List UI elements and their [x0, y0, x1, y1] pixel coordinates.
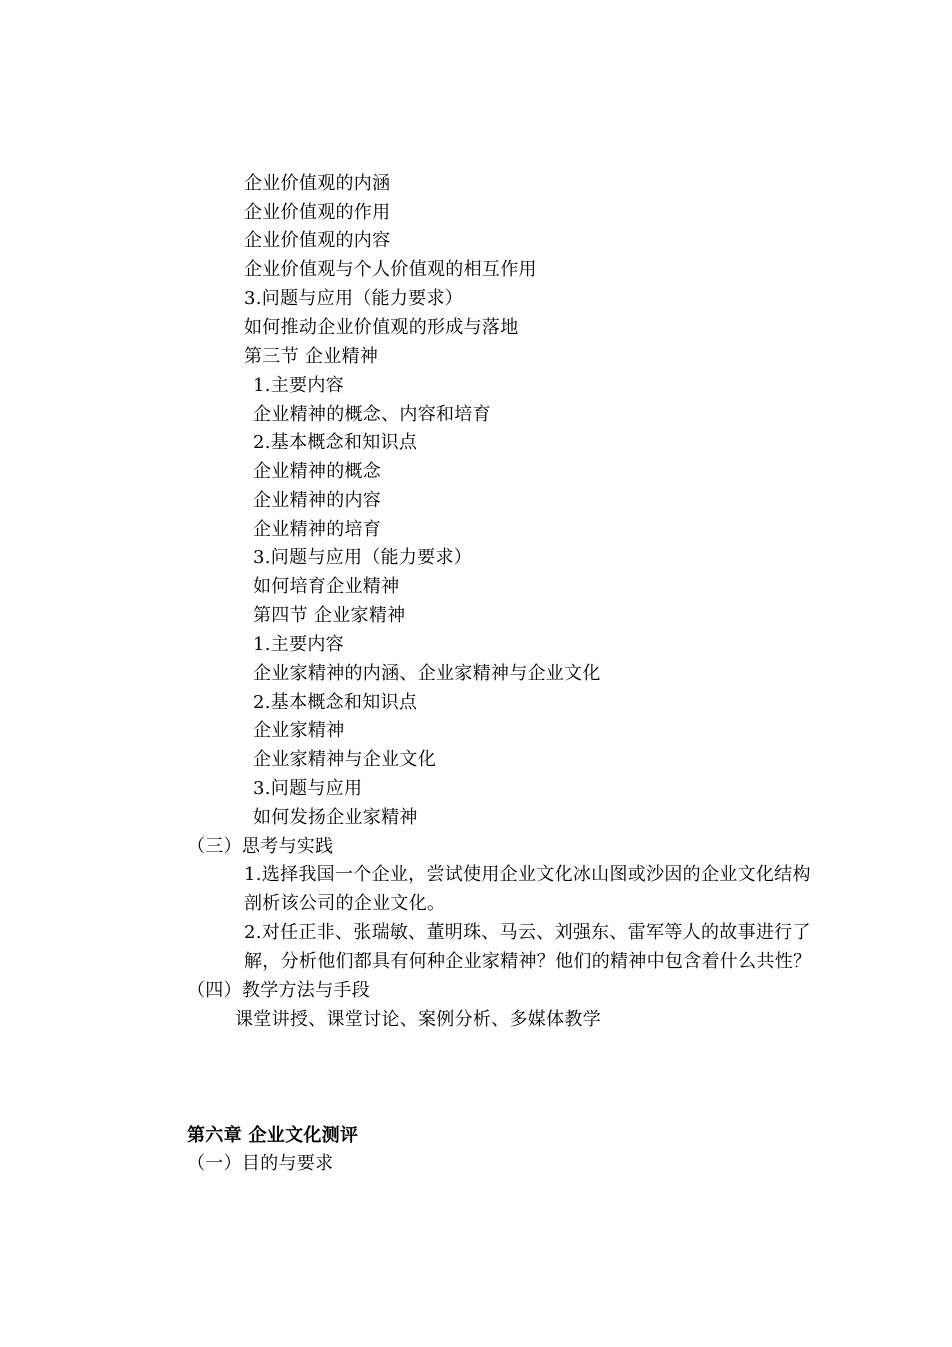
text-line: 2.基本概念和知识点 — [253, 432, 418, 453]
text-line: 3.问题与应用 — [253, 778, 363, 799]
text-line: 3.问题与应用（能力要求） — [244, 288, 464, 309]
text-line: 企业家精神的内涵、企业家精神与企业文化 — [253, 663, 601, 684]
text-line: 3.问题与应用（能力要求） — [253, 547, 473, 568]
text-line: 企业精神的内容 — [253, 490, 382, 511]
text-line: 课堂讲授、课堂讨论、案例分析、多媒体教学 — [235, 1009, 601, 1030]
text-line: 企业家精神 — [253, 720, 345, 741]
text-line: 企业精神的培育 — [253, 519, 382, 540]
text-line: 企业价值观与个人价值观的相互作用 — [244, 259, 537, 280]
text-line: 2.对任正非、张瑞敏、董明珠、马云、刘强东、雷军等人的故事进行了 — [244, 922, 811, 943]
text-line: 企业价值观的作用 — [244, 202, 391, 223]
section-heading: 第三节 企业精神 — [244, 346, 379, 367]
chapter-title: 第六章 企业文化测评 — [187, 1125, 359, 1146]
text-line: 企业精神的概念 — [253, 461, 382, 482]
text-line: 如何发扬企业家精神 — [253, 807, 418, 828]
text-line: 解，分析他们都具有何种企业家精神？他们的精神中包含着什么共性？ — [244, 951, 812, 972]
subsection-heading: （四）教学方法与手段 — [187, 980, 370, 1001]
text-line: 企业价值观的内涵 — [244, 173, 391, 194]
section-heading: 第四节 企业家精神 — [253, 605, 406, 626]
text-line: 1.选择我国一个企业，尝试使用企业文化冰山图或沙因的企业文化结构 — [244, 864, 811, 885]
text-line: 剖析该公司的企业文化。 — [244, 893, 446, 914]
text-line: 1.主要内容 — [253, 634, 344, 655]
text-line: 如何推动企业价值观的形成与落地 — [244, 317, 519, 338]
text-line: 企业价值观的内容 — [244, 230, 391, 251]
text-line: 1.主要内容 — [253, 375, 344, 396]
text-line: 企业精神的概念、内容和培育 — [253, 404, 491, 425]
text-line: 如何培育企业精神 — [253, 576, 400, 597]
subsection-heading: （三）思考与实践 — [187, 836, 334, 857]
text-line: 企业家精神与企业文化 — [253, 749, 436, 770]
subsection-heading: （一）目的与要求 — [187, 1153, 334, 1174]
text-line: 2.基本概念和知识点 — [253, 692, 418, 713]
